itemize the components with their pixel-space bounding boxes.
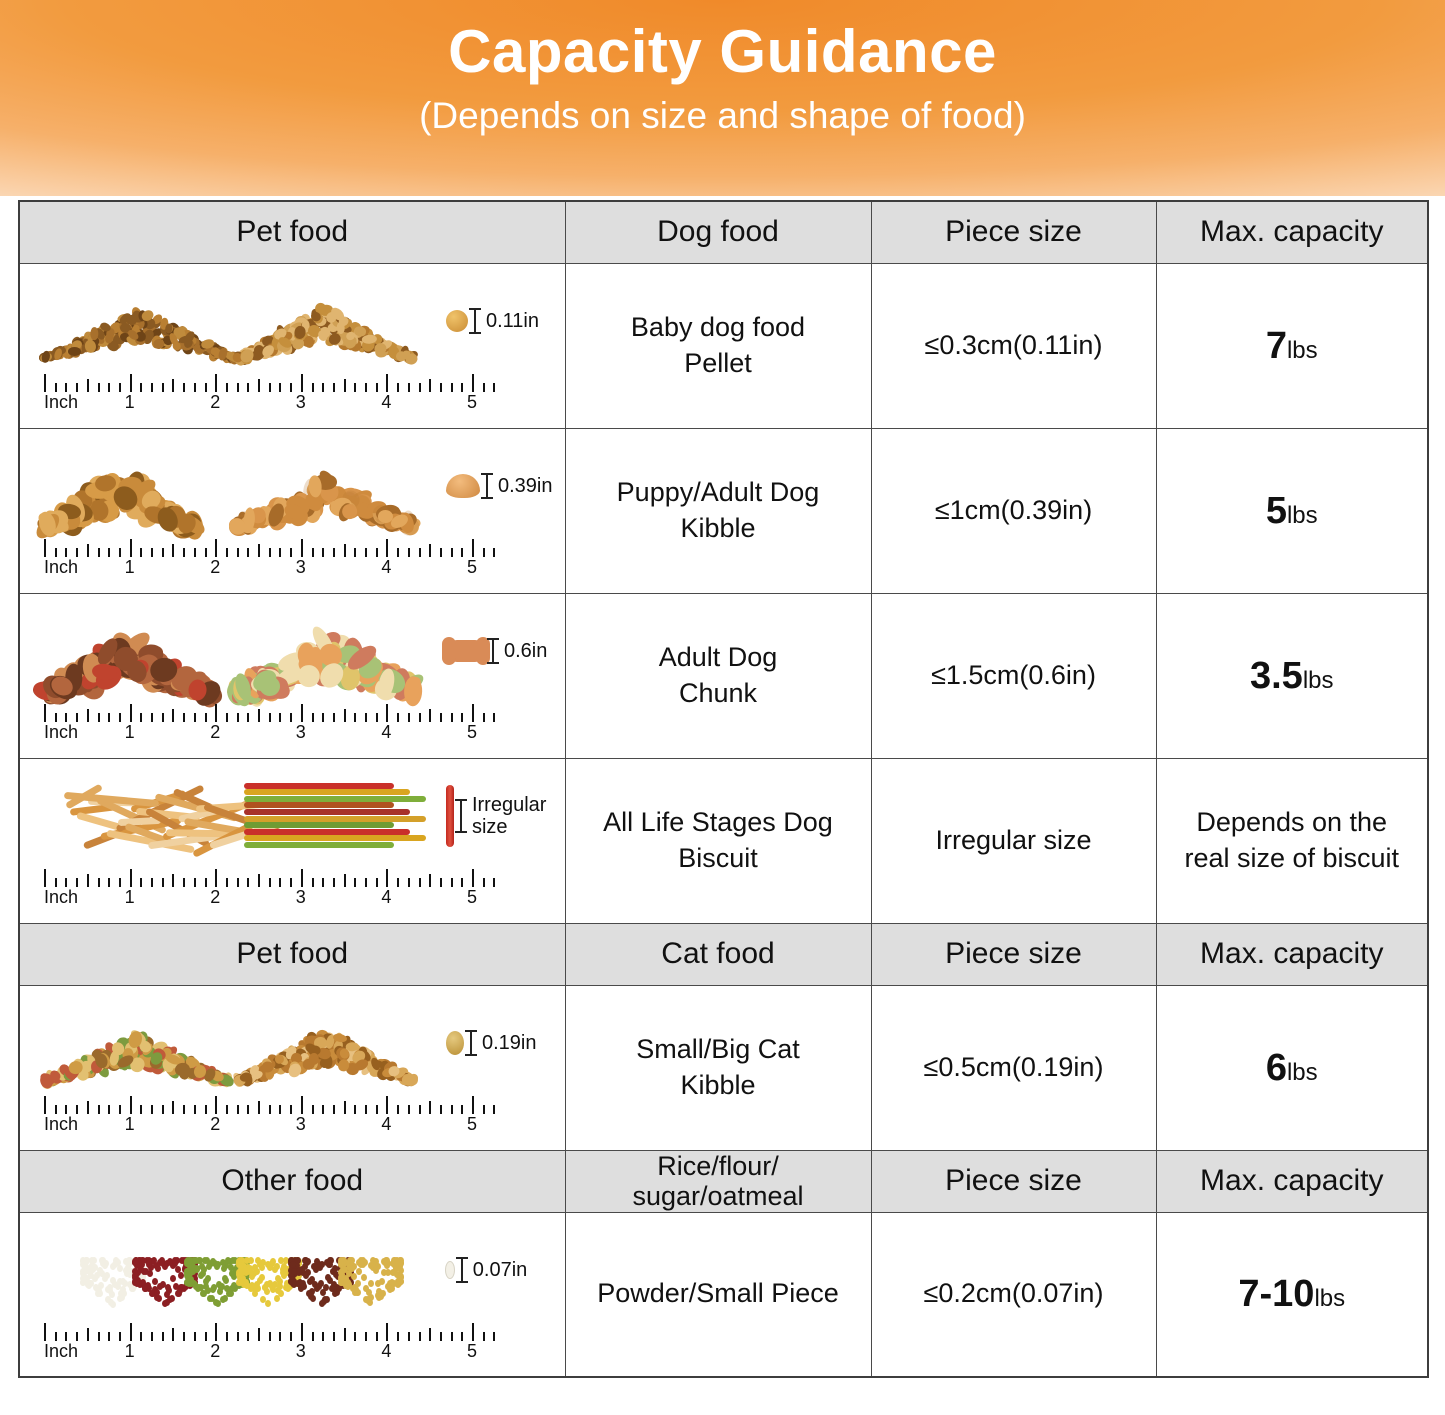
column-header-piece-size: Piece size: [871, 1150, 1156, 1212]
column-header-dog-food: Dog food: [565, 201, 871, 263]
grain-particle: [278, 1290, 284, 1297]
stick-piece: [244, 816, 426, 822]
food-name-line2: Kibble: [680, 1069, 756, 1100]
food-pile-left: [44, 443, 228, 529]
grain-particle: [172, 1260, 178, 1267]
piece-size-value: ≤0.5cm(0.19in): [923, 1051, 1104, 1082]
stick-piece: [244, 789, 410, 795]
piece-size-cell: [871, 593, 1156, 758]
grain-particle: [368, 1280, 374, 1287]
food-photo-cell: [19, 428, 565, 593]
capacity-value: 6: [1265, 1046, 1287, 1089]
food-sample-group: [30, 1221, 555, 1313]
piece-size-cell: [871, 758, 1156, 923]
column-header-max-capacity: Max. capacity: [1156, 1150, 1428, 1212]
stick-piece: [244, 802, 394, 808]
ruler-unit-label: Inch: [44, 1340, 79, 1361]
ruler-mark: 1: [124, 721, 135, 742]
table-header-row-other: [19, 1150, 1428, 1212]
table-row: [19, 985, 1428, 1150]
ruler: [44, 865, 502, 911]
grain-particle: [324, 1296, 330, 1303]
ruler-mark: 3: [295, 1113, 306, 1134]
stick-icon: [446, 785, 454, 847]
piece-size-value: ≤1cm(0.39in): [934, 494, 1093, 525]
ruler-unit-label: Inch: [44, 721, 79, 742]
capacity-text-line2: real size of biscuit: [1184, 842, 1400, 873]
single-piece-sample: [446, 278, 555, 364]
max-capacity-cell: [1156, 985, 1428, 1150]
grain-particle: [320, 1289, 326, 1296]
grain-particle: [309, 1276, 315, 1283]
grain-particle: [100, 1260, 106, 1267]
page-header: [0, 0, 1445, 196]
size-measure-bar: [460, 799, 462, 833]
max-capacity-cell: [1156, 263, 1428, 428]
ruler-ticks: [44, 700, 502, 722]
grain-particle: [338, 1260, 344, 1267]
grain-particle: [347, 1264, 353, 1271]
food-sample-group: [30, 767, 555, 859]
single-piece-sample: [446, 443, 555, 529]
food-name-line1: Baby dog food: [630, 311, 806, 342]
column-header-other-food: Other food: [19, 1150, 565, 1212]
food-pile-left: [44, 608, 228, 694]
column-header-pet-food: Pet food: [19, 923, 565, 985]
size-measure-bar: [474, 304, 476, 338]
column-header-piece-size: Piece size: [871, 201, 1156, 263]
food-name-line2: Pellet: [684, 347, 752, 378]
max-capacity-cell: [1156, 1212, 1428, 1377]
grain-particle: [221, 1265, 227, 1272]
food-name-line2: Kibble: [680, 512, 756, 543]
food-name-line1: Powder/Small Piece: [597, 1278, 839, 1309]
grain-particle: [255, 1285, 261, 1292]
ruler-mark: 1: [124, 1340, 135, 1361]
column-header-line2: sugar/oatmeal: [632, 1181, 804, 1211]
column-header-piece-size: Piece size: [871, 923, 1156, 985]
grain-particle: [398, 1259, 404, 1266]
ruler-unit-label: Inch: [44, 391, 79, 412]
ruler-mark: 5: [467, 1113, 478, 1134]
food-photo-cell: [19, 593, 565, 758]
single-piece-sample: [445, 1227, 555, 1313]
ruler-mark: 4: [381, 1340, 392, 1361]
size-measure-bar: [486, 469, 488, 503]
size-label: 0.19in: [481, 1031, 537, 1054]
ruler-labels: [44, 392, 502, 414]
grain-particle: [248, 1257, 254, 1264]
ruler-mark: 4: [381, 886, 392, 907]
grain-particle: [260, 1296, 266, 1303]
grain-particle: [213, 1299, 219, 1306]
ruler-mark: 5: [467, 1340, 478, 1361]
grain-particle: [155, 1265, 161, 1272]
ruler-ticks: [44, 1319, 502, 1341]
ruler-mark: 2: [210, 1113, 221, 1134]
ruler-mark: 3: [295, 556, 306, 577]
ruler-ticks: [44, 865, 502, 887]
grain-particle: [297, 1267, 303, 1274]
size-measure-bar: [470, 1026, 472, 1060]
grain-particle: [351, 1273, 357, 1280]
ruler-mark: 5: [467, 391, 478, 412]
ruler: [44, 370, 502, 416]
ruler-ticks: [44, 370, 502, 392]
grain-particle: [165, 1284, 171, 1291]
capacity-value: 5: [1265, 489, 1287, 532]
grain-particle: [327, 1277, 333, 1284]
capacity-value: 3.5: [1249, 654, 1303, 697]
size-label: 0.39in: [497, 474, 553, 497]
grain-particle: [281, 1272, 287, 1279]
ruler: [44, 700, 502, 746]
ruler-mark: 3: [295, 721, 306, 742]
table-row: [19, 263, 1428, 428]
food-name-line1: Adult Dog: [658, 641, 778, 672]
stick-piece: [244, 796, 426, 802]
ruler-mark: 2: [210, 886, 221, 907]
grain-particle: [391, 1280, 397, 1287]
grain-particle: [303, 1272, 309, 1279]
ruler: [44, 535, 502, 581]
piece-size-value: ≤0.3cm(0.11in): [924, 329, 1103, 360]
ruler-mark: 2: [210, 391, 221, 412]
ruler-ticks: [44, 535, 502, 557]
ruler-mark: 2: [210, 721, 221, 742]
food-name-cell: [565, 758, 871, 923]
max-capacity-cell: [1156, 758, 1428, 923]
pellet-icon: [446, 310, 468, 332]
grain-particle: [203, 1283, 209, 1290]
capacity-unit: lbs: [1286, 501, 1318, 529]
size-label: 0.11in: [485, 309, 539, 332]
capacity-table: [18, 200, 1429, 1378]
capacity-text-line1: Depends on the: [1196, 807, 1388, 838]
grain-particle: [274, 1263, 280, 1270]
ruler-mark: 4: [381, 556, 392, 577]
single-piece-sample: [446, 1000, 555, 1086]
ruler-mark: 1: [124, 886, 135, 907]
piece-size-value: ≤0.2cm(0.07in): [923, 1278, 1104, 1309]
capacity-unit: lbs: [1286, 1058, 1318, 1086]
piece-size-value: Irregular size: [935, 824, 1092, 855]
food-particle: [337, 322, 345, 334]
food-sample-group: [30, 272, 555, 364]
size-label: 0.6in: [503, 639, 548, 662]
grain-particle: [237, 1273, 243, 1280]
grain-particle: [362, 1259, 368, 1266]
grain-particle: [105, 1286, 111, 1293]
stick-pile: [238, 773, 422, 859]
ruler-mark: 3: [295, 1340, 306, 1361]
grain-particle: [118, 1290, 124, 1297]
ruler-labels: [44, 1114, 502, 1136]
cat-kibble-icon: [446, 1031, 464, 1055]
food-particle: [68, 347, 81, 356]
ruler-mark: 5: [467, 721, 478, 742]
ruler-mark: 1: [124, 556, 135, 577]
piece-size-cell: [871, 428, 1156, 593]
food-photo-cell: [19, 758, 565, 923]
grain-particle: [363, 1296, 369, 1303]
grain-particle: [200, 1290, 206, 1297]
grain-particle: [193, 1257, 199, 1264]
jerky-pile: [44, 773, 228, 859]
grain-particle: [132, 1274, 138, 1281]
ruler: [44, 1319, 502, 1365]
food-name-cell: [565, 263, 871, 428]
grain-particle: [219, 1283, 225, 1290]
capacity-unit: lbs: [1286, 336, 1318, 364]
grain-icon: [445, 1261, 455, 1279]
grain-particle: [117, 1265, 123, 1272]
grain-particle: [164, 1299, 170, 1306]
grain-pile: [82, 1227, 389, 1313]
grain-particle: [108, 1299, 114, 1306]
bone-shape-icon: [446, 640, 486, 662]
grain-particle: [265, 1300, 271, 1307]
grain-particle: [205, 1275, 211, 1282]
table-header-row-cat: [19, 923, 1428, 985]
table-header-row-dog: [19, 201, 1428, 263]
ruler-mark: 2: [210, 1340, 221, 1361]
ruler-mark: 4: [381, 391, 392, 412]
capacity-value: 7-10: [1238, 1273, 1315, 1316]
stick-piece: [244, 842, 394, 848]
stick-piece: [244, 783, 394, 789]
food-name-line1: All Life Stages Dog: [603, 806, 833, 837]
stick-piece: [244, 829, 410, 835]
stick-piece: [244, 822, 394, 828]
capacity-unit: lbs: [1314, 1285, 1346, 1313]
food-name-cell: [565, 1212, 871, 1377]
size-label: Irregular size: [471, 793, 547, 838]
ruler-mark: 1: [124, 391, 135, 412]
page-title: Capacity Guidance: [448, 18, 997, 85]
piece-size-value: ≤1.5cm(0.6in): [931, 659, 1096, 690]
grain-particle: [222, 1295, 228, 1302]
grain-particle: [92, 1264, 98, 1271]
food-photo-cell: [19, 1212, 565, 1377]
column-header-max-capacity: Max. capacity: [1156, 923, 1428, 985]
ruler-unit-label: Inch: [44, 556, 79, 577]
ruler-mark: 4: [381, 721, 392, 742]
grain-particle: [311, 1263, 317, 1270]
page-subtitle: (Depends on size and shape of food): [419, 95, 1026, 136]
table-row: [19, 428, 1428, 593]
ruler-labels: [44, 1341, 502, 1363]
piece-size-cell: [871, 263, 1156, 428]
capacity-value: 7: [1265, 324, 1287, 367]
food-photo-cell: [19, 263, 565, 428]
grain-particle: [291, 1268, 297, 1275]
ruler-labels: [44, 557, 502, 579]
column-header-cat-food: Cat food: [565, 923, 871, 985]
size-measure-bar: [492, 634, 494, 668]
food-name-line1: Puppy/Adult Dog: [616, 476, 820, 507]
grain-particle: [177, 1287, 183, 1294]
ruler-unit-label: Inch: [44, 886, 79, 907]
column-header-rice-flour: [565, 1150, 871, 1212]
grain-particle: [316, 1283, 322, 1290]
food-name-line2: Chunk: [678, 677, 758, 708]
ruler-mark: 4: [381, 1113, 392, 1134]
max-capacity-cell: [1156, 593, 1428, 758]
grain-particle: [280, 1266, 286, 1273]
food-pile-left: [44, 1000, 228, 1086]
food-pile-right: [238, 278, 422, 364]
grain-particle: [380, 1290, 386, 1297]
food-name-cell: [565, 428, 871, 593]
grain-particle: [189, 1265, 195, 1272]
food-pile-left: [44, 278, 228, 364]
column-header-line1: Rice/flour/: [657, 1150, 779, 1181]
single-piece-sample: [446, 608, 555, 694]
grain-particle: [143, 1268, 149, 1275]
grain-particle: [178, 1272, 184, 1279]
grain-particle: [301, 1283, 307, 1290]
size-measure-bar: [461, 1253, 463, 1287]
food-sample-group: [30, 437, 555, 529]
grain-particle: [133, 1258, 139, 1265]
grain-particle: [267, 1263, 273, 1270]
food-name-cell: [565, 593, 871, 758]
food-name-cell: [565, 985, 871, 1150]
single-piece-sample: [446, 773, 555, 859]
grain-particle: [243, 1280, 249, 1287]
grain-particle: [164, 1291, 170, 1298]
grain-particle: [110, 1277, 116, 1284]
grain-particle: [257, 1277, 263, 1284]
column-header-pet-food: Pet food: [19, 201, 565, 263]
stick-piece: [244, 809, 410, 815]
grain-particle: [99, 1270, 105, 1277]
food-pile-right: [238, 1000, 422, 1086]
food-pile-right: [238, 443, 422, 529]
table-row: [19, 593, 1428, 758]
grain-particle: [361, 1274, 367, 1281]
grain-particle: [214, 1263, 220, 1270]
grain-particle: [247, 1267, 253, 1274]
ruler-mark: 3: [295, 391, 306, 412]
ruler: [44, 1092, 502, 1138]
stick-piece: [244, 835, 426, 841]
ruler-labels: [44, 887, 502, 909]
grain-particle: [329, 1285, 335, 1292]
grain-particle: [159, 1259, 165, 1266]
ruler-mark: 1: [124, 1113, 135, 1134]
table-row: [19, 758, 1428, 923]
ruler-mark: 2: [210, 556, 221, 577]
food-pile-right: [238, 608, 422, 694]
grain-particle: [385, 1283, 391, 1290]
kibble-icon: [446, 474, 480, 498]
grain-particle: [201, 1266, 207, 1273]
grain-particle: [375, 1263, 381, 1270]
grain-particle: [368, 1262, 374, 1269]
ruler-mark: 3: [295, 886, 306, 907]
grain-particle: [142, 1285, 148, 1292]
piece-size-cell: [871, 985, 1156, 1150]
piece-size-cell: [871, 1212, 1156, 1377]
food-photo-cell: [19, 985, 565, 1150]
ruler-mark: 5: [467, 886, 478, 907]
food-name-line2: Biscuit: [678, 842, 758, 873]
grain-particle: [259, 1264, 265, 1271]
ruler-ticks: [44, 1092, 502, 1114]
grain-particle: [84, 1267, 90, 1274]
grain-particle: [114, 1258, 120, 1265]
capacity-unit: lbs: [1302, 666, 1334, 694]
ruler-unit-label: Inch: [44, 1113, 79, 1134]
grain-particle: [170, 1275, 176, 1282]
grain-particle: [187, 1257, 193, 1264]
food-sample-group: [30, 994, 555, 1086]
size-label: 0.07in: [472, 1258, 528, 1281]
max-capacity-cell: [1156, 428, 1428, 593]
grain-particle: [204, 1257, 210, 1264]
grain-particle: [262, 1284, 268, 1291]
grain-particle: [381, 1258, 387, 1265]
food-sample-group: [30, 602, 555, 694]
table-row: [19, 1212, 1428, 1377]
ruler-labels: [44, 722, 502, 744]
column-header-max-capacity: Max. capacity: [1156, 201, 1428, 263]
grain-particle: [319, 1261, 325, 1268]
grain-particle: [139, 1261, 145, 1268]
food-name-line1: Small/Big Cat: [636, 1033, 800, 1064]
ruler-mark: 5: [467, 556, 478, 577]
